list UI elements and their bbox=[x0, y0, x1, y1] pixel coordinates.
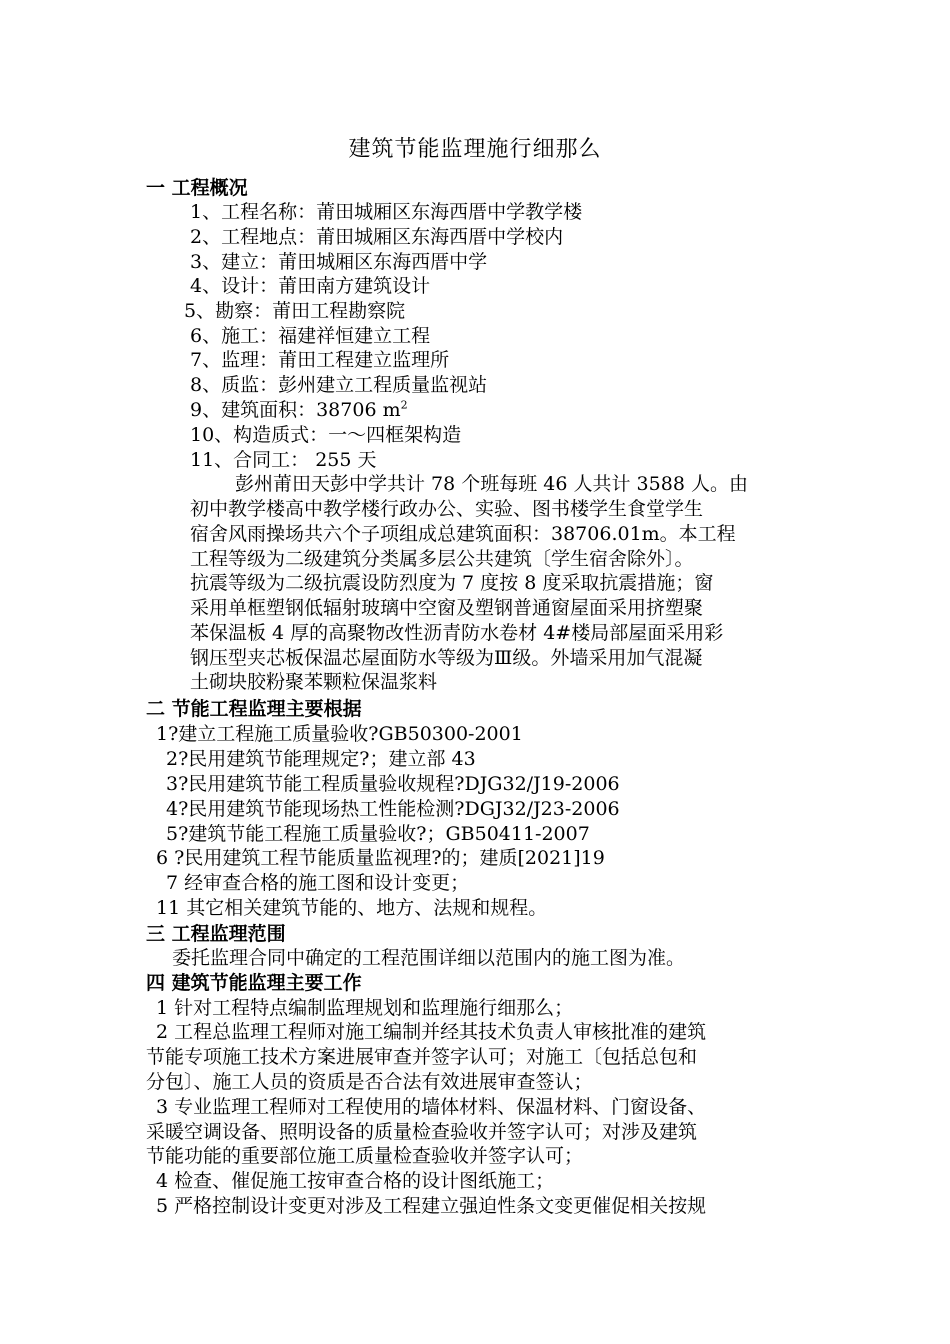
list-item: 10、构造质式：一～四框架构造 bbox=[190, 424, 462, 446]
document-title: 建筑节能监理施行细那么 bbox=[348, 137, 602, 162]
list-item: 1?建立工程施工质量验收?GB50300-2001 bbox=[156, 723, 523, 745]
list-item: 3?民用建筑节能工程质量验收规程?DJG32/J19-2006 bbox=[166, 773, 620, 795]
list-item: 6 ?民用建筑工程节能质量监视理?的；建质[2021]19 bbox=[156, 847, 605, 869]
list-item: 4 检查、催促施工按审查合格的设计图纸施工； bbox=[156, 1170, 555, 1192]
section-heading-basis: 二 节能工程监理主要根据 bbox=[146, 698, 362, 720]
list-item: 3、建立：莆田城厢区东海西厝中学 bbox=[190, 251, 488, 273]
area-unit-superscript: 2 bbox=[400, 398, 408, 412]
paragraph-line: 抗震等级为二级抗震设防烈度为 7 度按 8 度采取抗震措施；窗 bbox=[190, 572, 714, 594]
list-item: 2?民用建筑节能理规定?；建立部 43 bbox=[166, 748, 476, 770]
list-item: 11 其它相关建筑节能的、地方、法规和规程。 bbox=[156, 897, 548, 919]
list-item: 1、工程名称：莆田城厢区东海西厝中学教学楼 bbox=[190, 201, 583, 223]
list-item-continuation: 节能功能的重要部位施工质量检查验收并签字认可； bbox=[146, 1145, 584, 1167]
list-item: 8、质监：彭州建立工程质量监视站 bbox=[190, 374, 488, 396]
list-item: 5 严格控制设计变更对涉及工程建立强迫性条文变更催促相关按规 bbox=[156, 1195, 707, 1217]
paragraph-line: 钢压型夹芯板保温芯屋面防水等级为Ⅲ级。外墙采用加气混凝 bbox=[190, 647, 703, 669]
list-item-building-area bbox=[190, 398, 408, 422]
list-item-continuation: 分包〕、施工人员的资质是否合法有效进展审查签认； bbox=[146, 1071, 593, 1093]
paragraph-line: 工程等级为二级建筑分类属多层公共建筑〔学生宿舍除外〕。 bbox=[190, 548, 694, 570]
section-heading-work: 四 建筑节能监理主要工作 bbox=[146, 972, 362, 994]
paragraph-line: 苯保温板 4 厚的高聚物改性沥青防水卷材 4#楼局部屋面采用彩 bbox=[190, 622, 724, 644]
list-item: 4?民用建筑节能现场热工性能检测?DGJ32/J23-2006 bbox=[166, 798, 620, 820]
list-item: 2 工程总监理工程师对施工编制并经其技术负责人审核批准的建筑 bbox=[156, 1021, 707, 1043]
list-item: 7 经审查合格的施工图和设计变更； bbox=[166, 872, 470, 894]
list-item: 5、勘察：莆田工程勘察院 bbox=[184, 300, 406, 322]
paragraph-line: 宿舍风雨操场共六个子项组成总建筑面积：38706.01m。本工程 bbox=[190, 523, 736, 545]
list-item-continuation: 采暖空调设备、照明设备的质量检查验收并签字认可；对涉及建筑 bbox=[146, 1121, 698, 1143]
list-item-continuation: 节能专项施工技术方案进展审查并签字认可；对施工〔包括总包和 bbox=[146, 1046, 698, 1068]
list-item: 6、施工：福建祥恒建立工程 bbox=[190, 325, 431, 347]
scope-text: 委托监理合同中确定的工程范围详细以范围内的施工图为准。 bbox=[172, 947, 686, 969]
list-item: 2、工程地点：莆田城厢区东海西厝中学校内 bbox=[190, 226, 564, 248]
list-item: 7、监理：莆田工程建立监理所 bbox=[190, 349, 450, 371]
list-item: 11、合同工： 255 天 bbox=[190, 449, 377, 471]
building-area-text: 9、建筑面积：38706 m bbox=[190, 399, 401, 421]
section-heading-overview: 一 工程概况 bbox=[146, 177, 248, 199]
list-item: 5?建筑节能工程施工质量验收?；GB50411-2007 bbox=[166, 823, 590, 845]
paragraph-line: 土砌块胶粉聚苯颗粒保温浆料 bbox=[190, 671, 438, 693]
list-item: 4、设计：莆田南方建筑设计 bbox=[190, 275, 431, 297]
section-heading-scope: 三 工程监理范围 bbox=[146, 923, 286, 945]
paragraph-line: 采用单框塑钢低辐射玻璃中空窗及塑钢普通窗屋面采用挤塑聚 bbox=[190, 597, 704, 619]
paragraph-line: 彭州莆田天彭中学共计 78 个班每班 46 人共计 3588 人。由 bbox=[235, 473, 748, 495]
list-item: 1 针对工程特点编制监理规划和监理施行细那么； bbox=[156, 997, 574, 1019]
list-item: 3 专业监理工程师对工程使用的墙体材料、保温材料、门窗设备、 bbox=[156, 1096, 707, 1118]
paragraph-line: 初中教学楼高中教学楼行政办公、实验、图书楼学生食堂学生 bbox=[190, 498, 704, 520]
